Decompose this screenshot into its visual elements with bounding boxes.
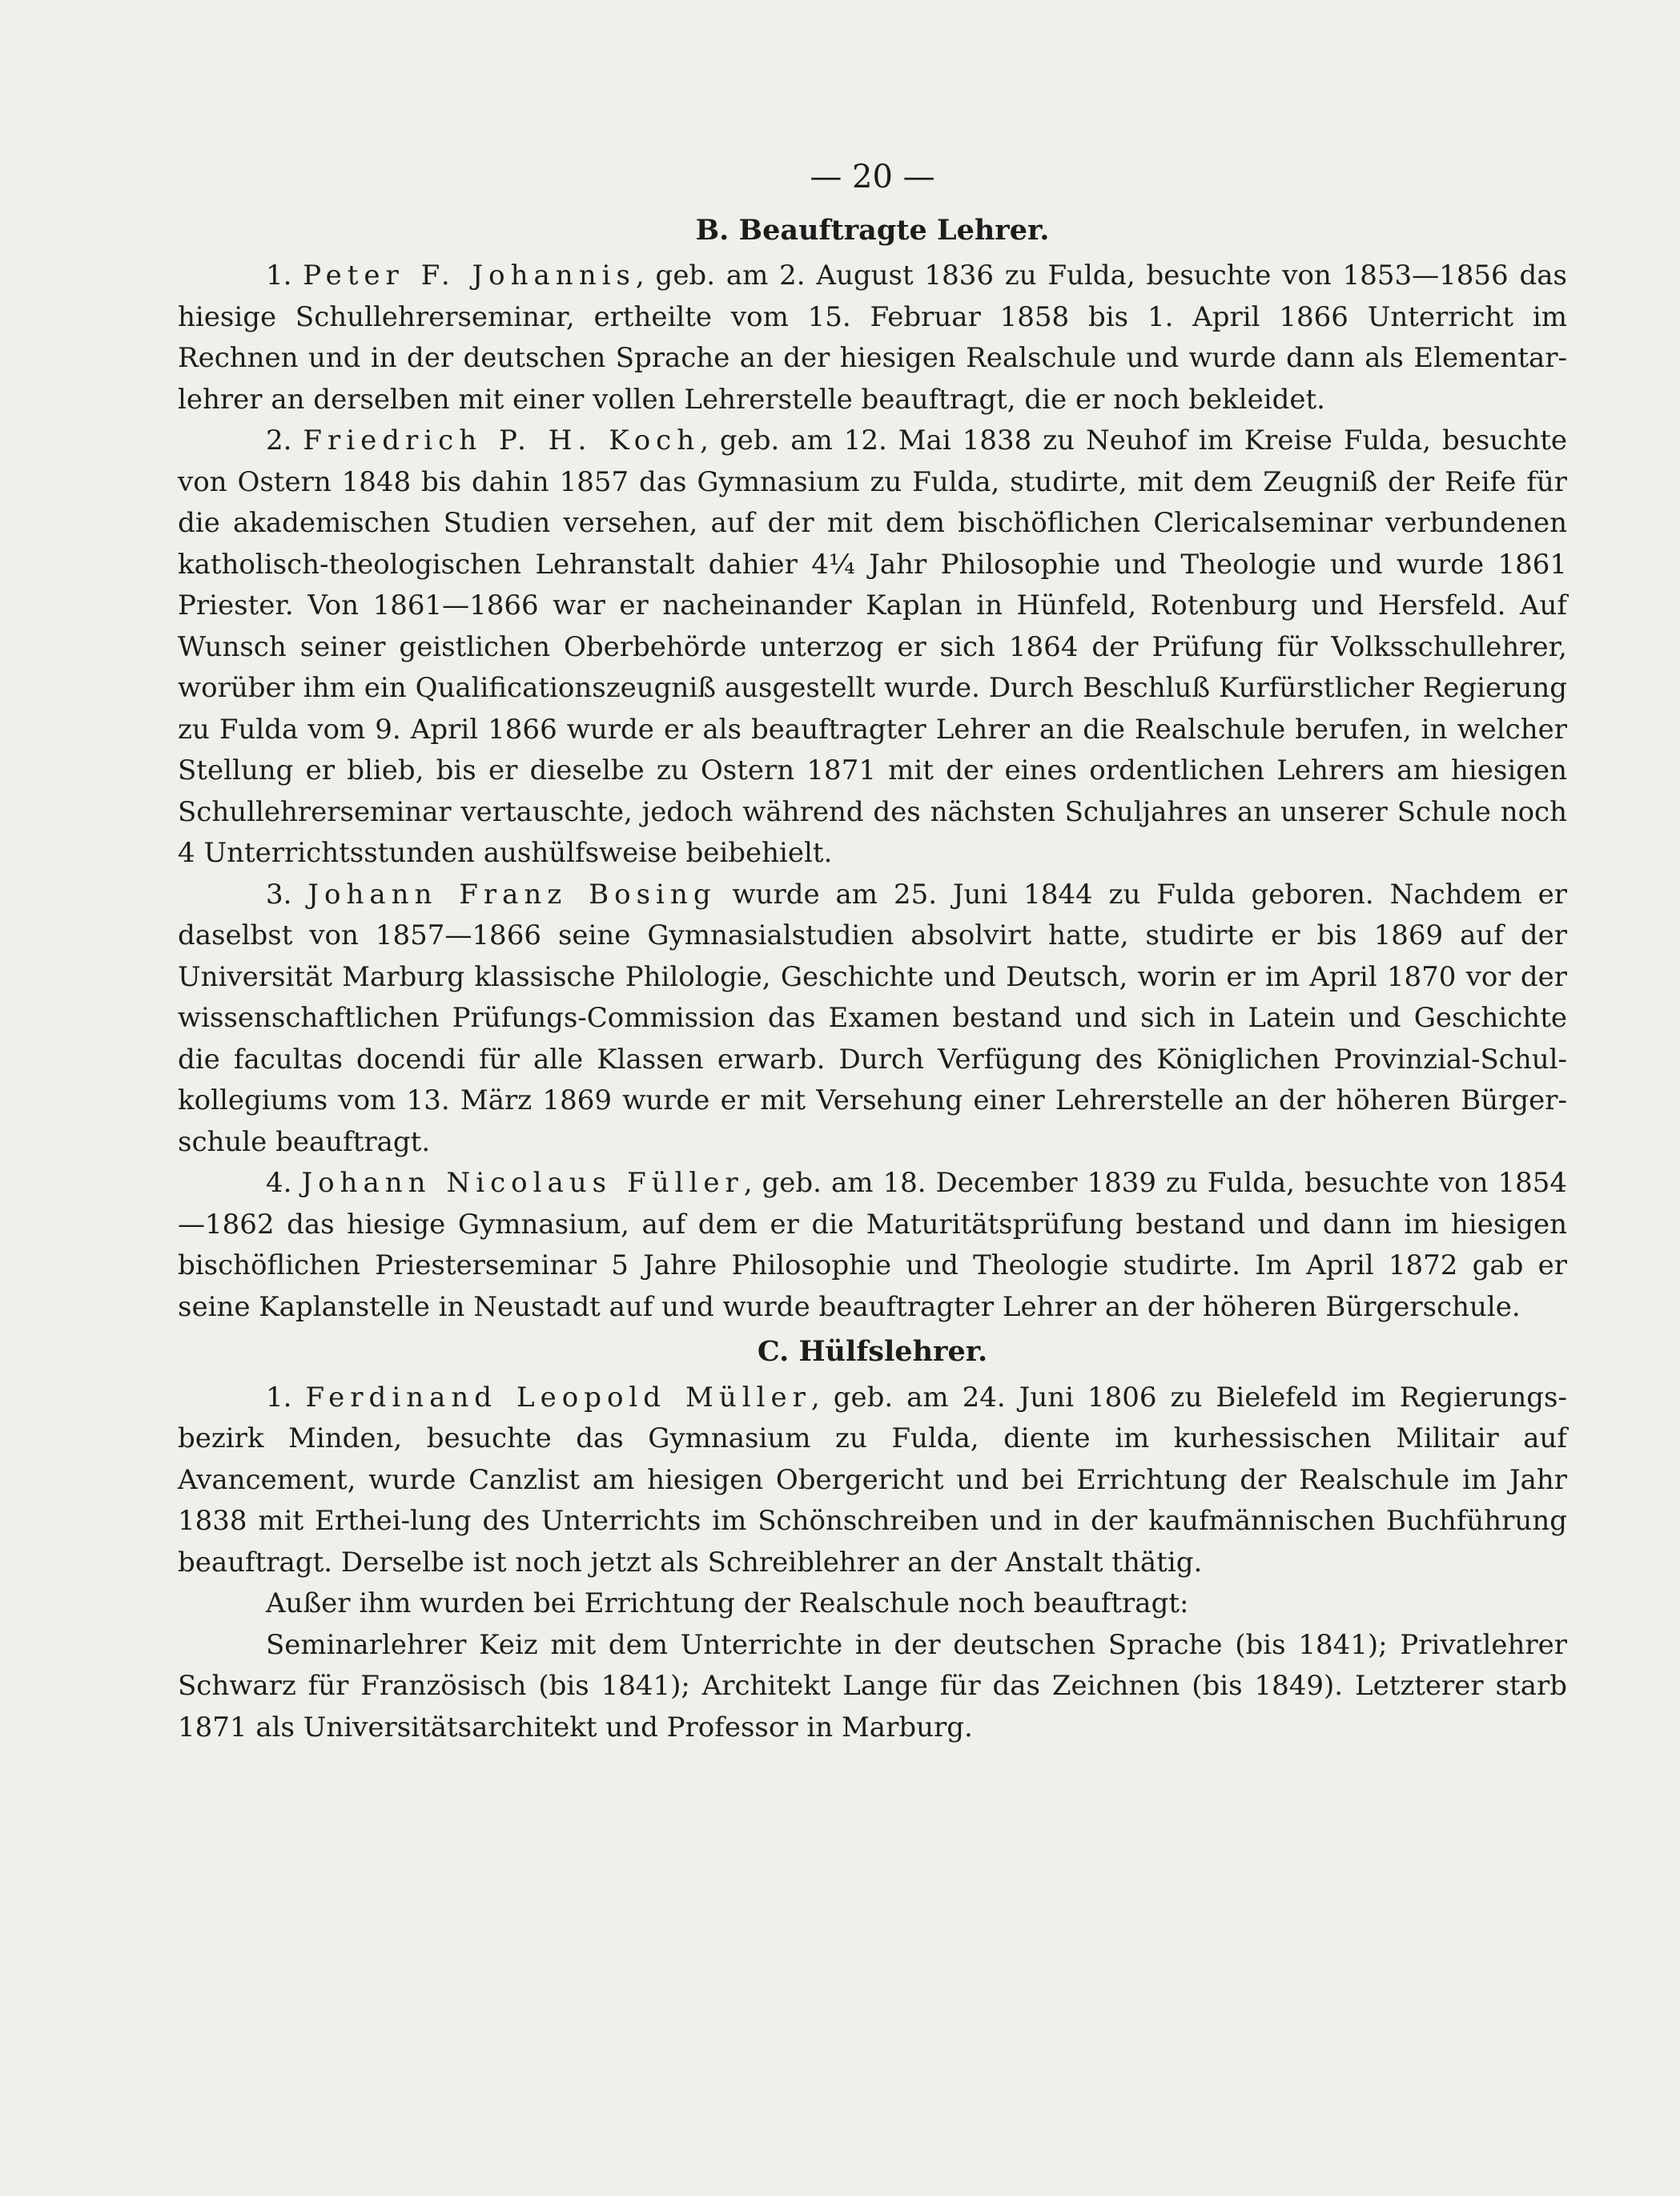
entry-number: 1. (266, 259, 292, 292)
section-heading-c: C. Hülfslehrer. (757, 1335, 988, 1368)
person-name: Peter F. Johannis (303, 259, 636, 292)
entry-text: wurde am 25. Juni 1844 zu Fulda geboren. Nachdem er daselbst von 1857—1866 seine Gymnasialstudien absolvirt hatte, studirte er bis 1869 auf der Universität Marburg klassische Philologie, Geschichte und Deutsch, worin er im April 1870 vor der wissenschaftlichen Prüfungs-Commission das Examen bestand und sich in Latein und Geschichte die facultas docendi für alle Klassen erwarb. Durch Verfügung des Königlichen Provinzial-Schul-kollegiums vom 13. März 1869 wurde er mit Versehung einer Lehrerstelle an der höheren Bürger-schule beauftragt. (178, 878, 1567, 1158)
entry-koch (178, 420, 1567, 875)
entry-fueller (178, 1163, 1567, 1328)
person-name: Friedrich P. H. Koch (303, 424, 701, 456)
section-heading-b: B. Beauftragte Lehrer. (695, 213, 1050, 247)
entry-text: , geb. am 2. August 1836 zu Fulda, besuchte von 1853—1856 das hiesige Schullehrerseminar, ertheilte vom 15. Februar 1858 bis 1. April 1866 Unterricht im Rechnen und in der deutschen Sprache an der hiesigen Realschule und wurde dann als Elementar-lehrer an derselben mit einer vollen Lehrerstelle beauftragt, die er noch bekleidet. (178, 259, 1567, 416)
entry-number: 1. (266, 1381, 292, 1414)
entry-johannis (178, 255, 1567, 420)
entry-number: 3. (266, 878, 292, 911)
entry-text: , geb. am 24. Juni 1806 zu Bielefeld im Regierungs-bezirk Minden, besuchte das Gymnasium zu Fulda, diente im kurhessischen Militair auf Avancement, wurde Canzlist am hiesigen Obergericht und bei Errichtung der Realschule im Jahr 1838 mit Erthei-lung des Unterrichts im Schönschreiben und in der kaufmännischen Buchführung beauftragt. Derselbe ist noch jetzt als Schreiblehrer an der Anstalt thätig. (178, 1381, 1567, 1579)
person-name: Johann Nicolaus Füller (301, 1167, 744, 1199)
entry-bosing (178, 875, 1567, 1164)
entry-mueller (178, 1378, 1567, 1584)
entry-number: 4. (266, 1167, 292, 1199)
entry-text: , geb. am 12. Mai 1838 zu Neuhof im Kreise Fulda, besuchte von Ostern 1848 bis dahin 1857 das Gymnasium zu Fulda, studirte, mit dem Zeugniß der Reife für die akademischen Studien versehen, auf der mit dem bischöflichen Clericalseminar verbundenen katholisch-theologischen Lehranstalt dahier 4¼ Jahr Philosophie und Theologie und wurde 1861 Priester. Von 1861—1866 war er nacheinander Kaplan in Hünfeld, Rotenburg und Hersfeld. Auf Wunsch seiner geistlichen Oberbehörde unterzog er sich 1864 der Prüfung für Volksschullehrer, worüber ihm ein Qualificationszeugniß ausgestellt wurde. Durch Beschluß Kurfürstlicher Regierung zu Fulda vom 9. April 1866 wurde er als beauftragter Lehrer an die Realschule berufen, in welcher Stellung er blieb, bis er dieselbe zu Ostern 1871 mit der eines ordentlichen Lehrers am hiesigen Schullehrerseminar vertauschte, jedoch während des nächsten Schuljahres an unserer Schule noch 4 Unterrichtsstunden aushülfsweise beibehielt. (178, 424, 1568, 869)
closing-intro: Außer ihm wurden bei Errichtung der Realschule noch beauftragt: (266, 1587, 1189, 1619)
page-number: — 20 — (810, 159, 935, 195)
text-block (178, 157, 1567, 1748)
entry-number: 2. (266, 424, 292, 456)
entry-text: , geb. am 18. December 1839 zu Fulda, besuchte von 1854—1862 das hiesige Gymnasium, auf dem er die Maturitätsprüfung bestand und dann im hiesigen bischöflichen Priesterseminar 5 Jahre Philosophie und Theologie studirte. Im April 1872 gab er seine Kaplanstelle in Neustadt auf und wurde beauftragter Lehrer an der höheren Bürgerschule. (178, 1167, 1567, 1323)
person-name: Johann Franz Bosing (307, 878, 717, 911)
closing-list: Seminarlehrer Keiz mit dem Unterrichte in der deutschen Sprache (bis 1841); Privatlehrer Schwarz für Französisch (bis 1841); Architekt Lange für das Zeichnen (bis 1849). Letzterer starb 1871 als Universitätsarchitekt und Professor in Marburg. (178, 1628, 1567, 1744)
person-name: Ferdinand Leopold Müller (305, 1381, 811, 1414)
